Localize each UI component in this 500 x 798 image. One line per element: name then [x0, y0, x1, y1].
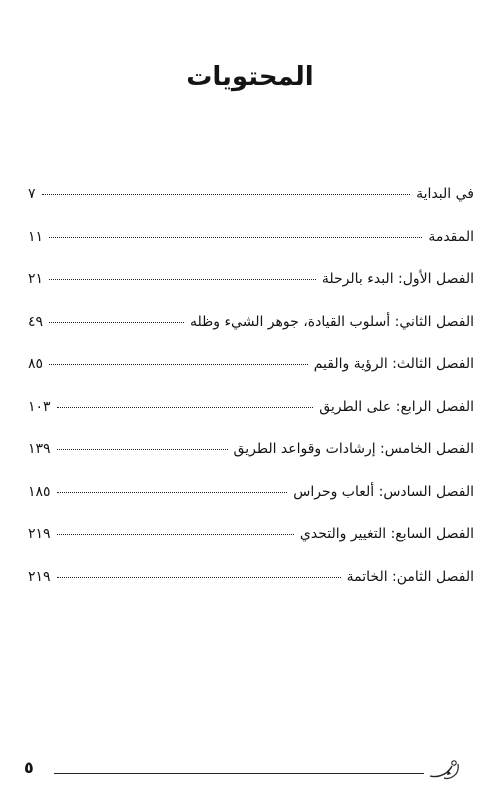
footer-rule [54, 773, 424, 774]
toc-dot-leader [49, 322, 184, 323]
toc-entry[interactable] [28, 356, 474, 399]
toc-entry[interactable] [28, 229, 474, 272]
footer-page-number: ٥ [24, 758, 34, 777]
toc-entry[interactable] [28, 441, 474, 484]
toc-entry-title: الفصل السادس: ألعاب وحراس [293, 483, 474, 500]
page-footer [24, 758, 470, 782]
toc-page-number: ١٠٣ [28, 398, 51, 415]
toc-entry[interactable] [28, 186, 474, 229]
toc-page-number: ٧ [28, 186, 36, 202]
toc-dot-leader [57, 449, 228, 450]
toc-page-number: ٤٩ [28, 313, 44, 330]
toc-dot-leader [57, 534, 294, 535]
toc-page-number: ١١ [28, 228, 44, 245]
toc-dot-leader [49, 279, 316, 280]
toc-entry-title: الفصل الثامن: الخاتمة [346, 568, 474, 585]
toc-entry-title: الفصل الخامس: إرشادات وقواعد الطريق [233, 441, 474, 457]
toc-page-number: ١٣٩ [28, 441, 51, 457]
toc-page-number: ٢١٩ [28, 568, 51, 585]
toc-entry-title: المقدمة [428, 228, 474, 245]
toc-page-number: ٢١٩ [28, 526, 51, 542]
page-title: المحتويات [186, 62, 314, 92]
toc-entry[interactable] [28, 271, 474, 314]
toc-entry-title: الفصل الثاني: أسلوب القيادة، جوهر الشيء وظله [189, 313, 474, 330]
toc-page-number: ٨٥ [28, 356, 44, 372]
toc-dot-leader [42, 194, 411, 195]
toc-dot-leader [49, 237, 422, 238]
toc-entry-title: الفصل الثالث: الرؤية والقيم [313, 356, 474, 372]
toc-entry[interactable] [28, 399, 474, 442]
toc-page-number: ١٨٥ [28, 483, 51, 500]
toc-entry[interactable] [28, 526, 474, 569]
toc-dot-leader [57, 407, 314, 408]
toc-entry-title: في البداية [416, 186, 474, 202]
toc-entry[interactable] [28, 484, 474, 527]
toc-entry-title: الفصل الرابع: على الطريق [319, 398, 474, 415]
toc-entry-title: الفصل الأول: البدء بالرحلة [321, 271, 474, 287]
toc-entry[interactable] [28, 569, 474, 612]
toc-dot-leader [57, 577, 341, 578]
toc-dot-leader [57, 492, 288, 493]
table-of-contents [28, 186, 474, 611]
toc-page-number: ٢١ [28, 271, 44, 287]
toc-dot-leader [49, 364, 308, 365]
toc-entry[interactable] [28, 314, 474, 357]
toc-entry-title: الفصل السابع: التغيير والتحدي [299, 526, 474, 542]
decorative-emblem-icon [428, 758, 462, 782]
